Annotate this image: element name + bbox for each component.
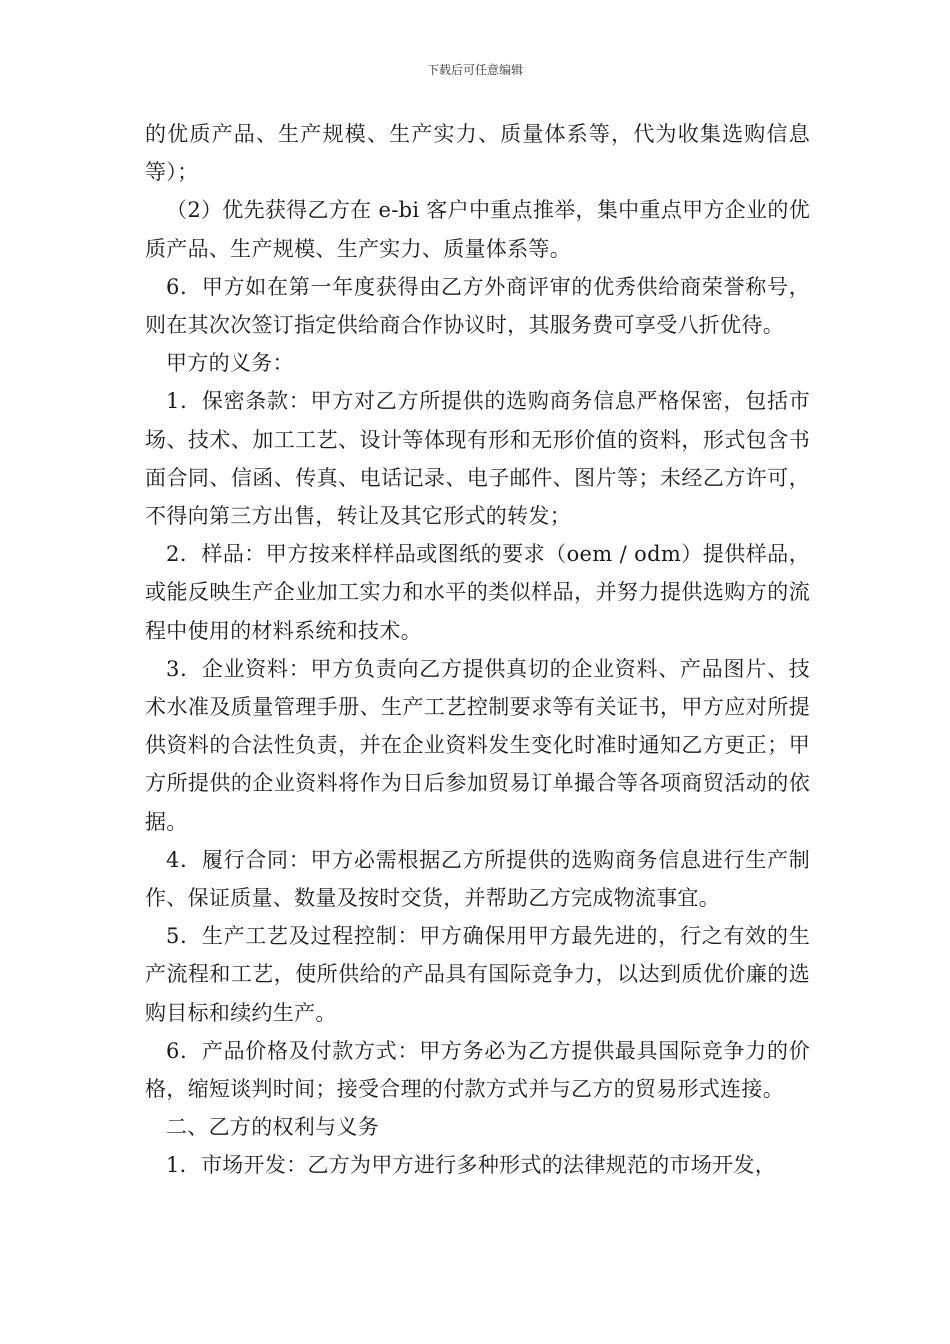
- paragraph-contract-performance: 4．履行合同：甲方必需根据乙方所提供的选购商务信息进行生产制作、保证质量、数量及按时交货，并帮助乙方完成物流事宜。: [145, 847, 810, 911]
- paragraph-item-6-rights: 6．甲方如在第一年度获得由乙方外商评审的优秀供给商荣誉称号，则在其次次签订指定供给商合作协议时，其服务费可享受八折优待。: [145, 274, 810, 338]
- paragraph-price-payment: 6．产品价格及付款方式：甲方务必为乙方提供最具国际竞争力的价格，缩短谈判时间；接受合理的付款方式并与乙方的贸易形式连接。: [145, 1038, 810, 1102]
- section-heading-party-b: 二、乙方的权利与义务: [166, 1115, 379, 1140]
- paragraph-samples: 2．样品：甲方按来样样品或图纸的要求（oem / odm）提供样品，或能反映生产企业加工实力和水平的类似样品，并努力提供选购方的流程中使用的材料系统和技术。: [145, 542, 810, 643]
- section-heading-obligations: 甲方的义务：: [166, 351, 294, 376]
- paragraph-company-info: 3．企业资料：甲方负责向乙方提供真切的企业资料、产品图片、技术水准及质量管理手册、生产工艺控制要求等有关证书，甲方应对所提供资料的合法性负责，并在企业资料发生变化时准时通知乙方更正；甲方所提供的企业资料将作为日后参加贸易订单撮合等各项商贸活动的依据。: [145, 656, 810, 834]
- paragraph-market-development: 1．市场开发：乙方为甲方进行多种形式的法律规范的市场开发，: [166, 1153, 777, 1178]
- paragraph-confidentiality: 1．保密条款：甲方对乙方所提供的选购商务信息严格保密，包括市场、技术、加工工艺、设计等体现有形和无形价值的资料，形式包含书面合同、信函、传真、电话记录、电子邮件、图片等；未经乙方许可，不得向第三方出售，转让及其它形式的转发；: [145, 389, 810, 529]
- page-header: 下载后可任意编辑: [426, 63, 523, 77]
- paragraph-continuation: 的优质产品、生产规模、生产实力、质量体系等，代为收集选购信息等）；: [145, 122, 810, 185]
- paragraph-process-control: 5．生产工艺及过程控制：甲方确保用甲方最先进的，行之有效的生产流程和工艺，使所供给的产品具有国际竞争力，以达到质优价廉的选购目标和续约生产。: [145, 924, 810, 1025]
- paragraph-item-2: （2）优先获得乙方在 e-bi 客户中重点推举，集中重点甲方企业的优质产品、生产规模、生产实力、质量体系等。: [145, 198, 810, 261]
- document-body: [145, 115, 810, 1185]
